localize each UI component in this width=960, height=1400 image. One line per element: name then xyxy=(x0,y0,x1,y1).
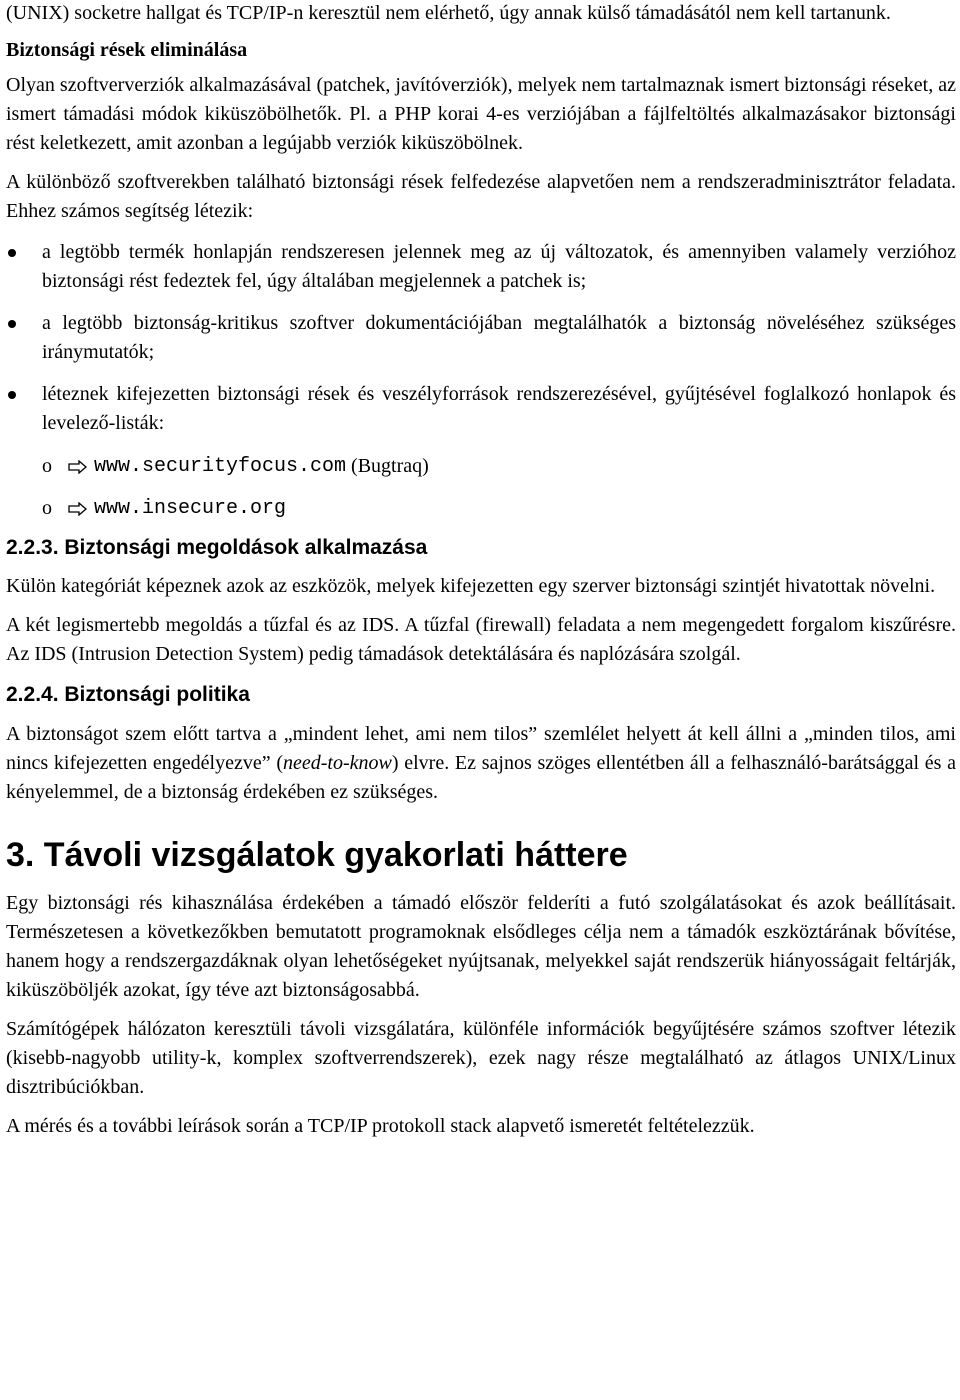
list-item: a legtöbb biztonság-kritikus szoftver dokumentációjában megtalálhatók a biztonság növeléséhez szükséges iránymutatók; xyxy=(6,309,956,367)
elim-paragraph-1: Olyan szoftververziók alkalmazásával (patchek, javítóverziók), melyek nem tartalmaznak ismert biztonsági réseket, az ismert támadási módok kiküszöbölhetők. Pl. a PHP korai 4-es verziójában a fájlfeltöltés alkalmazásakor biztonsági rést keletkezett, amit azonban a legújabb verziók kiküszöbölnek. xyxy=(6,74,956,154)
section-223-paragraph-1: Külön kategóriát képeznek azok az eszközök, melyek kifejezetten egy szerver biztonsági szintjét hivatottak növelni. xyxy=(6,575,936,597)
intro-paragraph: (UNIX) socketre hallgat és TCP/IP-n keresztül nem elérhető, úgy annak külső támadásától nem kell tartanunk. xyxy=(6,2,891,24)
section-title-223: 2.2.3. Biztonsági megoldások alkalmazása xyxy=(6,536,428,559)
link-insecure[interactable]: www.insecure.org xyxy=(94,497,287,520)
sub-marker: o xyxy=(42,497,52,519)
bullet-icon xyxy=(8,249,16,257)
need-to-know-term: need-to-know xyxy=(283,752,392,774)
arrow-right-icon xyxy=(68,460,94,474)
chapter-paragraph-1: Egy biztonsági rés kihasználása érdekében a támadó először felderíti a futó szolgálatásokat és azok beállításait. Természetesen a következőkben bemutatott programoknak elsődleges célja nem a támadók eszköztárának bővítése, hanem hogy a rendszergazdáknak olyan lehetőségeket nyújtsanak, melyekkel saját rendszerük hiányosságait feltárják, kiküszöböljék azokat, így téve azt biztonságosabbá. xyxy=(6,892,956,1001)
sub-marker: o xyxy=(42,455,52,477)
list-item: a legtöbb termék honlapján rendszeresen jelennek meg az új változatok, és amennyiben valamely verzióhoz biztonsági rést fedeztek fel, úgy általában megjelennek a patchek is; xyxy=(6,238,956,296)
section-title-elim: Biztonsági rések eliminálása xyxy=(6,39,248,61)
list-item: o www.securityfocus.com (Bugtraq) xyxy=(42,452,956,481)
chapter-paragraph-2: Számítógépek hálózaton keresztüli távoli vizsgálatára, különféle információk begyűjtésére számos szoftver létezik (kisebb-nagyobb utility-k, komplex szoftverrendszerek), ezek nagy része megtalálható az átlagos UNIX/Linux disztribúciókban. xyxy=(6,1018,956,1098)
list-item xyxy=(42,494,956,523)
chapter-paragraph-3: A mérés és a további leírások során a TCP/IP protokoll stack alapvető ismeretét feltételezzük. xyxy=(6,1115,755,1137)
section-223-paragraph-2: A két legismertebb megoldás a tűzfal és az IDS. A tűzfal (firewall) feladata a nem megengedett forgalom kiszűrésre. Az IDS (Intrusion Detection System) pedig támadások detektálására és naplózására szolgál. xyxy=(6,614,956,665)
link-securityfocus[interactable]: www.securityfocus.com xyxy=(94,455,347,478)
section-title-224: 2.2.4. Biztonsági politika xyxy=(6,683,250,706)
arrow-right-icon xyxy=(68,502,94,516)
elim-paragraph-2: A különböző szoftverekben található biztonsági rések felfedezése alapvetően nem a rendszeradminisztrátor feladata. Ehhez számos segítség létezik: xyxy=(6,171,956,222)
bullet-icon xyxy=(8,320,16,328)
document-page xyxy=(6,0,956,1141)
link-list xyxy=(6,452,956,523)
bullet-icon xyxy=(8,391,16,399)
list-item: léteznek kifejezetten biztonsági rések és veszélyforrások rendszerezésével, gyűjtésével foglalkozó honlapok és levelező-listák: xyxy=(6,380,956,438)
chapter-title: 3. Távoli vizsgálatok gyakorlati háttere xyxy=(6,836,628,874)
bullet-list xyxy=(6,238,956,438)
section-224-paragraph: A biztonságot szem előtt tartva a „mindent lehet, ami nem tilos” szemlélet helyett át kell állni a „minden tilos, ami nincs kifejezetten engedélyezve” (need-to-know) elvre. Ez sajnos szöges ellentétben áll a felhasználó-barátsággal és a kényelemmel, de a biztonság érdekében ez szükséges. xyxy=(6,723,956,803)
